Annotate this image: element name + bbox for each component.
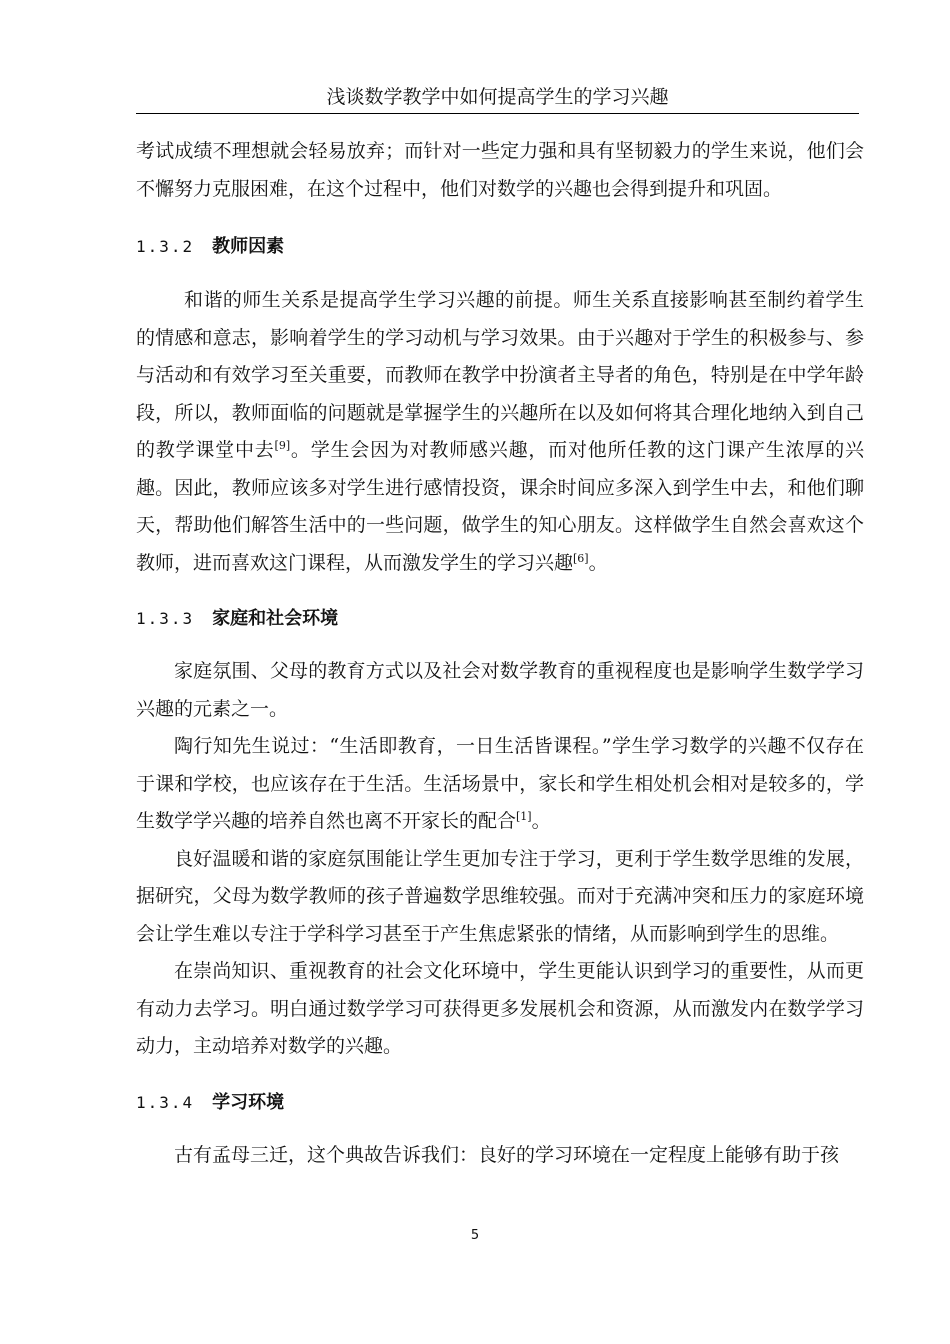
- running-header: 浅谈数学教学中如何提高学生的学习兴趣: [326, 86, 669, 108]
- paragraph-tao-xingzhi: [136, 728, 864, 841]
- paragraph-teacher-factors: [136, 282, 864, 582]
- paragraph-text: 。: [531, 810, 551, 832]
- citation-6: [6]: [573, 551, 589, 565]
- section-number: 1.3.3: [136, 609, 195, 628]
- citation-9: [9]: [274, 439, 291, 452]
- page-number: 5: [470, 1228, 480, 1243]
- section-heading-1-3-2: [136, 234, 864, 260]
- section-title: 家庭和社会环境: [212, 608, 339, 629]
- paragraph-learning-environment: 古有孟母三迁，这个典故告诉我们：良好的学习环境在一定程度上能够有助于孩: [174, 1143, 840, 1166]
- section-number: 1.3.4: [136, 1092, 195, 1112]
- paragraph-text: 陶行知先生说过：“生活即教育，一日生活皆课程。”学生学习数学的兴趣不仅存在于课和学校，也应该存在于生活。生活场景中，家长和学生相处机会相对是较多的，学生数学学兴趣的培养自然也离不开家长的配合: [136, 735, 864, 832]
- section-number: 1.3.2: [136, 237, 195, 256]
- paragraph-text: 和谐的师生关系是提高学生学习兴趣的前提。师生关系直接影响甚至制约着学生的情感和意志，影响着学生的学习动机与学习效果。由于兴趣对于学生的积极参与、参与活动和有效学习至关重要，而教师在教学中扮演者主导者的角色，特别是在中学年龄段，所以，教师面临的问题就是掌握学生的兴趣所在以及如何将其合理化地纳入到自己的教学课堂中去: [136, 289, 864, 461]
- citation-1: [1]: [516, 810, 532, 823]
- paragraph-continued: 考试成绩不理想就会轻易放弃；而针对一些定力强和具有坚韧毅力的学生来说，他们会不懈努力克服困难，在这个过程中，他们对数学的兴趣也会得到提升和巩固。: [136, 140, 864, 200]
- section-heading-1-3-3: [136, 606, 864, 632]
- paragraph-social-culture: 在崇尚知识、重视教育的社会文化环境中，学生更能认识到学习的重要性，从而更有动力去学习。明白通过数学学习可获得更多发展机会和资源，从而激发内在数学学习动力，主动培养对数学的兴趣。: [136, 960, 864, 1057]
- paragraph-family-harmony: 良好温暖和谐的家庭氛围能让学生更加专注于学习，更利于学生数学思维的发展，据研究，父母为数学教师的孩子普遍数学思维较强。而对于充满冲突和压力的家庭环境会让学生难以专注于学科学习甚至于产生焦虑紧张的情绪，从而影响到学生的思维。: [136, 847, 864, 945]
- section-heading-1-3-4: [136, 1090, 864, 1116]
- header-rule: [136, 113, 859, 114]
- paragraph-family-atmosphere: 家庭氛围、父母的教育方式以及社会对数学教育的重视程度也是影响学生数学学习兴趣的元素之一。: [136, 660, 864, 720]
- section-title: 学习环境: [212, 1091, 285, 1113]
- section-title: 教师因素: [212, 236, 285, 257]
- paragraph-text: 。: [588, 551, 608, 574]
- document-body: [136, 133, 864, 1174]
- paragraph-text: 。学生会因为对教师感兴趣，而对他所任教的这门课产生浓厚的兴趣。因此，教师应该多对学生进行感情投资，课余时间应多深入到学生中去，和他们聊天，帮助他们解答生活中的一些问题，做学生的知心朋友。这样做学生自然会喜欢这个教师，进而喜欢这门课程，从而激发学生的学习兴趣: [136, 439, 864, 574]
